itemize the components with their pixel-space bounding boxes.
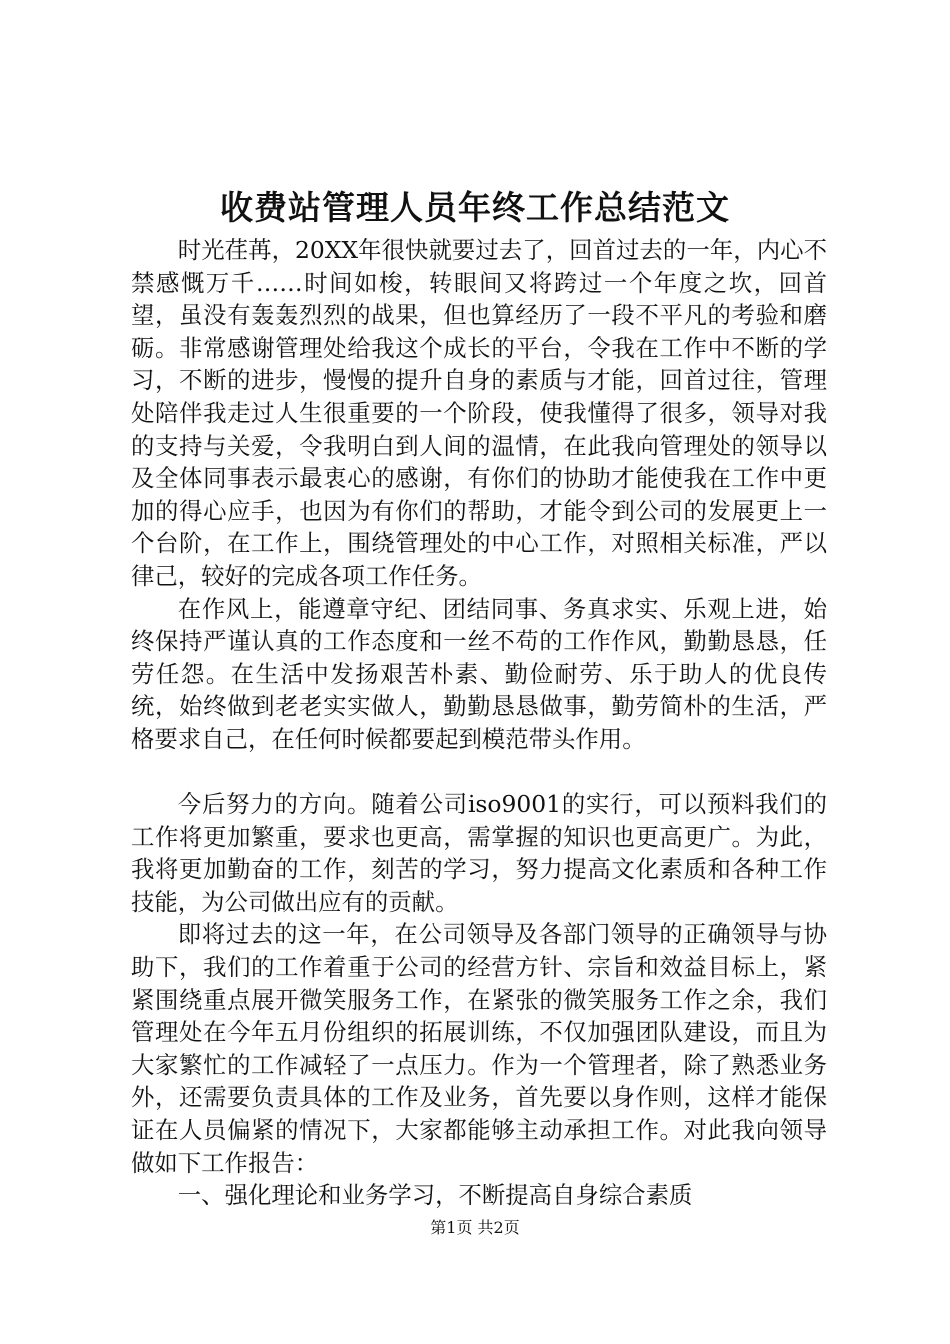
section-heading-1: 一、强化理论和业务学习，不断提高自身综合素质: [177, 1181, 693, 1210]
paragraph-year-review: 即将过去的这一年，在公司领导及各部门领导的正确领导与协助下，我们的工作着重于公司的经营方针、宗旨和效益目标上，紧紧围绕重点展开微笑服务工作，在紧张的微笑服务工作之余，我们管理处在今年五月份组织的拓展训练，不仅加强团队建设，而且为大家繁忙的工作减轻了一点压力。作为一个管理者，除了熟悉业务外，还需要负责具体的工作及业务，首先要以身作则，这样才能保证在人员偏紧的情况下，大家都能够主动承担工作。对此我向领导做如下工作报告：: [131, 920, 827, 1177]
page-number-footer: 第1页 共2页: [430, 1218, 520, 1237]
paragraph-future-direction: 今后努力的方向。随着公司iso9001的实行，可以预料我们的工作将更加繁重，要求也更高，需掌握的知识也更高更广。为此，我将更加勤奋的工作，刻苦的学习，努力提高文化素质和各种工作技能，为公司做出应有的贡献。: [131, 790, 827, 916]
paragraph-work-style: 在作风上，能遵章守纪、团结同事、务真求实、乐观上进，始终保持严谨认真的工作态度和一丝不苟的工作作风，勤勤恳恳，任劳任怨。在生活中发扬艰苦朴素、勤俭耐劳、乐于助人的优良传统，始终做到老老实实做人，勤勤恳恳做事，勤劳简朴的生活，严格要求自己，在任何时候都要起到模范带头作用。: [131, 594, 827, 753]
document-title: 收费站管理人员年终工作总结范文: [220, 188, 730, 227]
paragraph-intro: 时光荏苒，20XX年很快就要过去了，回首过去的一年，内心不禁感慨万千……时间如梭，转眼间又将跨过一个年度之坎，回首望，虽没有轰轰烈烈的战果，但也算经历了一段不平凡的考验和磨砺。非常感谢管理处给我这个成长的平台，令我在工作中不断的学习，不断的进步，慢慢的提升自身的素质与才能，回首过往，管理处陪伴我走过人生很重要的一个阶段，使我懂得了很多，领导对我的支持与关爱，令我明白到人间的温情，在此我向管理处的领导以及全体同事表示最衷心的感谢，有你们的协助才能使我在工作中更加的得心应手，也因为有你们的帮助，才能令到公司的发展更上一个台阶，在工作上，围绕管理处的中心工作，对照相关标准，严以律己，较好的完成各项工作任务。: [131, 236, 827, 590]
document-body: [131, 234, 827, 1212]
